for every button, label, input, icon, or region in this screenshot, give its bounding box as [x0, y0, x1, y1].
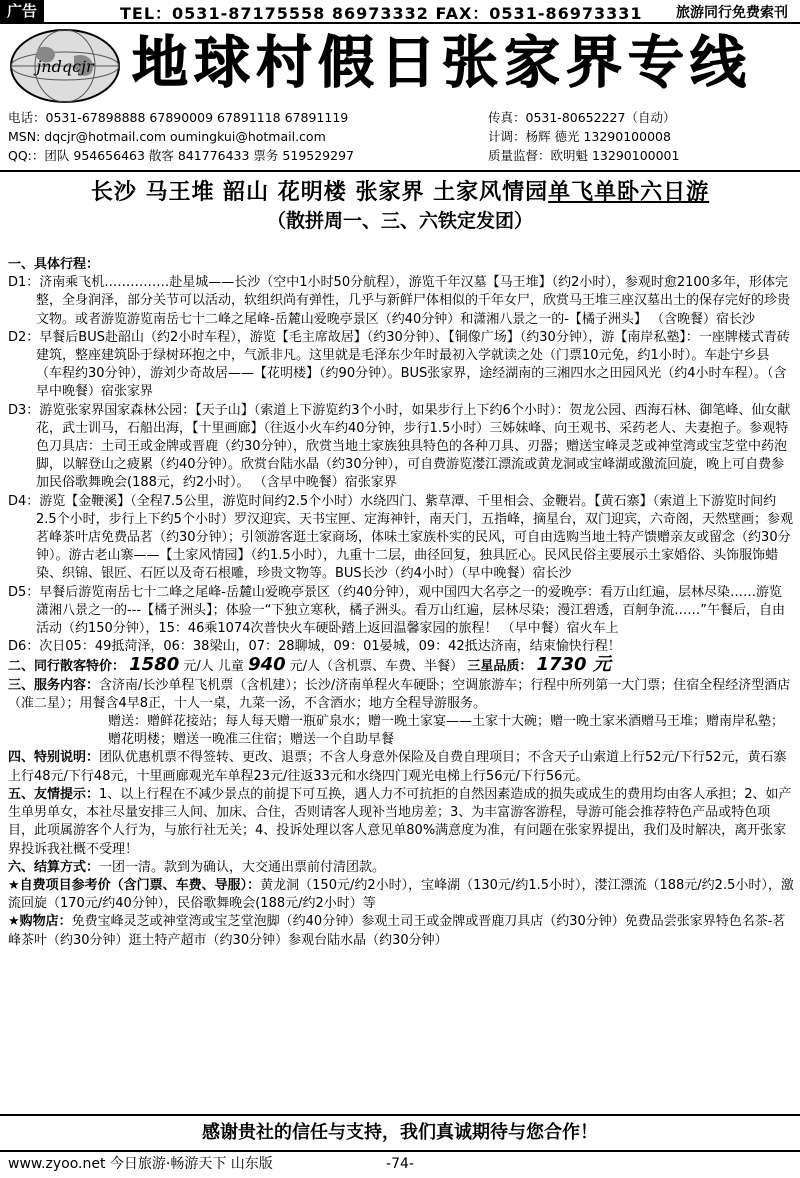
- itinerary-heading: 一、具体行程：: [8, 257, 100, 272]
- globe-icon: [8, 26, 122, 106]
- contact-block: [8, 108, 792, 165]
- day-4: D4：游览【金鞭溪】（全程7.5公里，游览时间约2.5个小时）水绕四门、紫草潭、千里相会、金鞭岩。【黄石寨】（索道上下游览时间约2.5个小时，步行上下约5个小时）罗汉迎宾、天书宝匣、定海神针，南天门，五指峰，摘星台，双门迎宾，六奇阁，天然壁画；参观茗峰茶叶店免费品茗（约30分钟）；引领游客逛土家商场，体味土家族朴实的民风，可自由选购当地土特产馈赠亲友或留念（约30分钟）。游古老山寨——【土家风情园】（约1.5小时），九重十二层，曲径回复，独具匠心。民风民俗主要展示土家婚俗、头饰服饰蜡染、织锦、银匠、石匠以及奇石根雕，珍贵文物等。BUS长沙（约4小时）（早中晚餐）宿长沙: [8, 493, 793, 582]
- settlement-label: 六、结算方式：: [8, 859, 100, 875]
- premium-label: 三星品质：: [467, 659, 533, 675]
- route-main: 长沙 马王堆 韶山 花明楼 张家界 土家风情园: [90, 180, 549, 205]
- contact-qq: QQ:：团队 954656463 散客 841776433 票务 519529297: [8, 148, 354, 163]
- route-title: [0, 178, 800, 208]
- special-text: 团队优惠机票不得签转、更改、退票；不含人身意外保险及自费自理项目；不含天子山索道上行52元/下行52元，黄石寨上行48元/下行48元，十里画廊观光车单程23元/往返33元和水绕四门观光电梯上行56元/下行56元。: [8, 750, 787, 784]
- divider-bottom: [0, 1114, 800, 1116]
- day-5: D5：早餐后游览南岳七十二峰之尾峰-岳麓山爱晚亭景区（约40分钟），观中国四大名亭之一的爱晚亭：看万山红遍，层林尽染……游览潇湘八景之一的---【橘子洲头】；体验一“下独立寒秋，橘子洲头。看万山红遍，层林尽染；漫江碧透，百舸争流……”午餐后，自由活动（约150分钟），15：46乘1074次普快火车硬卧踏上返回温馨家园的旅程！ （早中餐）宿火车上: [8, 584, 786, 637]
- route-tail: 单飞单卧六日游: [548, 180, 710, 205]
- service-gifts: 赠送：赠鲜花接站；每人每天赠一瓶矿泉水；赠一晚土家宴——土家十大碗；赠一晚土家米酒赠马王堆；赠南岸私塾；赠花明楼；赠送一晚准三住宿；赠送一个自助早餐: [108, 714, 785, 748]
- footer: [0, 1150, 800, 1178]
- optional-text: 黄龙洞（150元/约2小时），宝峰湖（130元/约1.5小时），漤江漂流（188元/约2.5小时），激流回旋（170元/约40分钟），民俗歌舞晚会(188元/约2小时）等: [8, 877, 794, 912]
- shopping-text: 免费宝峰灵芝或神堂湾或宝芝堂泡脚（约40分钟）参观土司王或金牌或晋鹿刀具店（约30分钟）免费品尝张家界特色名茶-茗峰茶叶（约30分钟）逛土特产超市（约30分钟）参观台陆水晶（约30分钟）: [8, 914, 786, 948]
- service-label: 三、服务内容：: [8, 677, 100, 693]
- contact-phone: 电话：0531-67898888 67890009 67891118 67891119: [8, 110, 349, 125]
- optional-label: ★自费项目参考价（含门票、车费、导服）：: [8, 877, 261, 893]
- logo-text: jndqcjr: [36, 57, 94, 76]
- page-number: -74-: [386, 1156, 414, 1172]
- adult-unit: 元/人 儿童: [183, 659, 244, 675]
- day-2: D2：早餐后BUS赴韶山（约2小时车程），游览【毛主席故居】（约30分钟）、【铜像广场】（约30分钟），游【南岸私塾】：一座牌楼式青砖建筑，整座建筑卧于绿树环抱之中，气派非凡。这里就是毛泽东少年时最初入学就读之处（门票10元免，约1小时）。车赴宁乡县（车程约30分钟），游刘少奇故居——【花明楼】（约90分钟）。BUS张家界，途经湖南的三湘四水之田园风光（约4小时车程）。（含早中晚餐）宿张家界: [8, 329, 790, 400]
- tips-text: 1、以上行程在不减少景点的前提下可互换，遇人力不可抗拒的自然因素造成的损失或成生的费用均由客人承担；2、如产生单男单女，本社尽量安排三人间、加床、合住，否则请客人现补当地房差；3、为丰富游客游程，导游可能会推荐特色产品或特色项目，此项属游客个人行为，与旅行社无关；4、投诉处理以客人意见单80%满意度为准，有问题在张家界提出，我们及时解决，离开张家界投诉我社概不受理！: [8, 786, 792, 857]
- adult-price: 1580: [129, 654, 180, 676]
- contact-msn: MSN: dqcjr@hotmail.com oumingkui@hotmail.com: [8, 129, 326, 144]
- contact-quality: 质量监督：欧明魁 13290100001: [488, 148, 680, 163]
- contact-planner: 计调：杨辉 德光 13290100008: [488, 129, 671, 144]
- premium-price: 1730 元: [536, 654, 611, 676]
- page-title: 地球村假日张家界专线: [132, 30, 752, 96]
- shopping-label: ★购物店：: [8, 914, 72, 930]
- divider-top: [0, 170, 800, 172]
- top-banner: [0, 0, 800, 24]
- contact-fax: 传真：0531-80652227（自动）: [488, 110, 676, 125]
- pricing-label: 二、同行散客特价：: [8, 659, 126, 675]
- service-text: 含济南/长沙单程飞机票（含机建）；长沙/济南单程火车硬卧；空调旅游车；行程中所列第一大门票；住宿全程经济型酒店（准二星）；用餐含4早8正，十人一桌，九菜一汤，不含酒水；地方全程导游服务。: [8, 677, 791, 711]
- day-3: D3：游览张家界国家森林公园：【天子山】（索道上下游览约3个小时，如果步行上下约6个小时）：贺龙公园、西海石林、御笔峰、仙女献花，武士训马，石船出海，【十里画廊】（往返小火车约40分钟，步行1.5小时）三姊妹峰、向王观书、采药老人、夫妻抱子。参观特色刀具店：土司王或金牌或晋鹿（约30分钟），欣赏当地土家族独具特色的各种刀具、刃器；赠送宝峰灵芝或神堂湾或宝芝堂中药泡脚，以解登山之疲累（约40分钟）。欣赏台陆水晶（约30分钟），可自费游览漤江漂流或黄龙洞或宝峰湖或激流回旋，晚上可自费参加民俗歌舞晚会(188元，约2小时）。 （含早中晚餐）宿张家界: [8, 402, 791, 491]
- day-1: D1：济南乘飞机……………赴星城——长沙（空中1小时50分航程），游览千年汉墓【马王堆】（约2小时），参观时愈2100多年，形体完整，全身润泽，部分关节可以活动，软组织尚有弹性，几乎与新鲜尸体相似的千年女尸，欣赏马王堆三座汉墓出土的保存完好的珍贵文物。或者游览游览南岳七十二峰之尾峰-岳麓山爱晚亭景区（约40分钟）和潇湘八景之一的-【橘子洲头】 （含晚餐）宿长沙: [8, 275, 791, 327]
- thanks-line: 感谢贵社的信任与支持，我们真诚期待与您合作！: [202, 1122, 598, 1143]
- day-6: D6：次日05：49抵菏泽，06：38梁山，07：28聊城，09：01晏城，09：42抵达济南，结束愉快行程！: [8, 639, 621, 655]
- pricing-row: [8, 656, 794, 676]
- phone-fax: TEL：0531-87175558 86973332 FAX：0531-86973331: [120, 4, 643, 23]
- settlement-text: 一团一清。款到为确认，大交通出票前付清团款。: [99, 859, 386, 875]
- tips-label: 五、友情提示：: [8, 786, 100, 802]
- footer-site: www.zyoo.net 今日旅游·畅游天下 山东版: [8, 1156, 273, 1172]
- special-label: 四、特别说明：: [8, 750, 100, 766]
- globe-logo: [8, 26, 122, 106]
- ad-tag: 广告: [0, 0, 44, 22]
- content-body: [8, 256, 794, 950]
- child-unit: 元/人（含机票、车费、半餐）: [289, 659, 464, 675]
- child-price: 940: [248, 654, 286, 676]
- route-subtitle: （散拼周一、三、六铁定发团）: [266, 210, 533, 232]
- free-note: 旅游同行免费索刊: [676, 5, 788, 21]
